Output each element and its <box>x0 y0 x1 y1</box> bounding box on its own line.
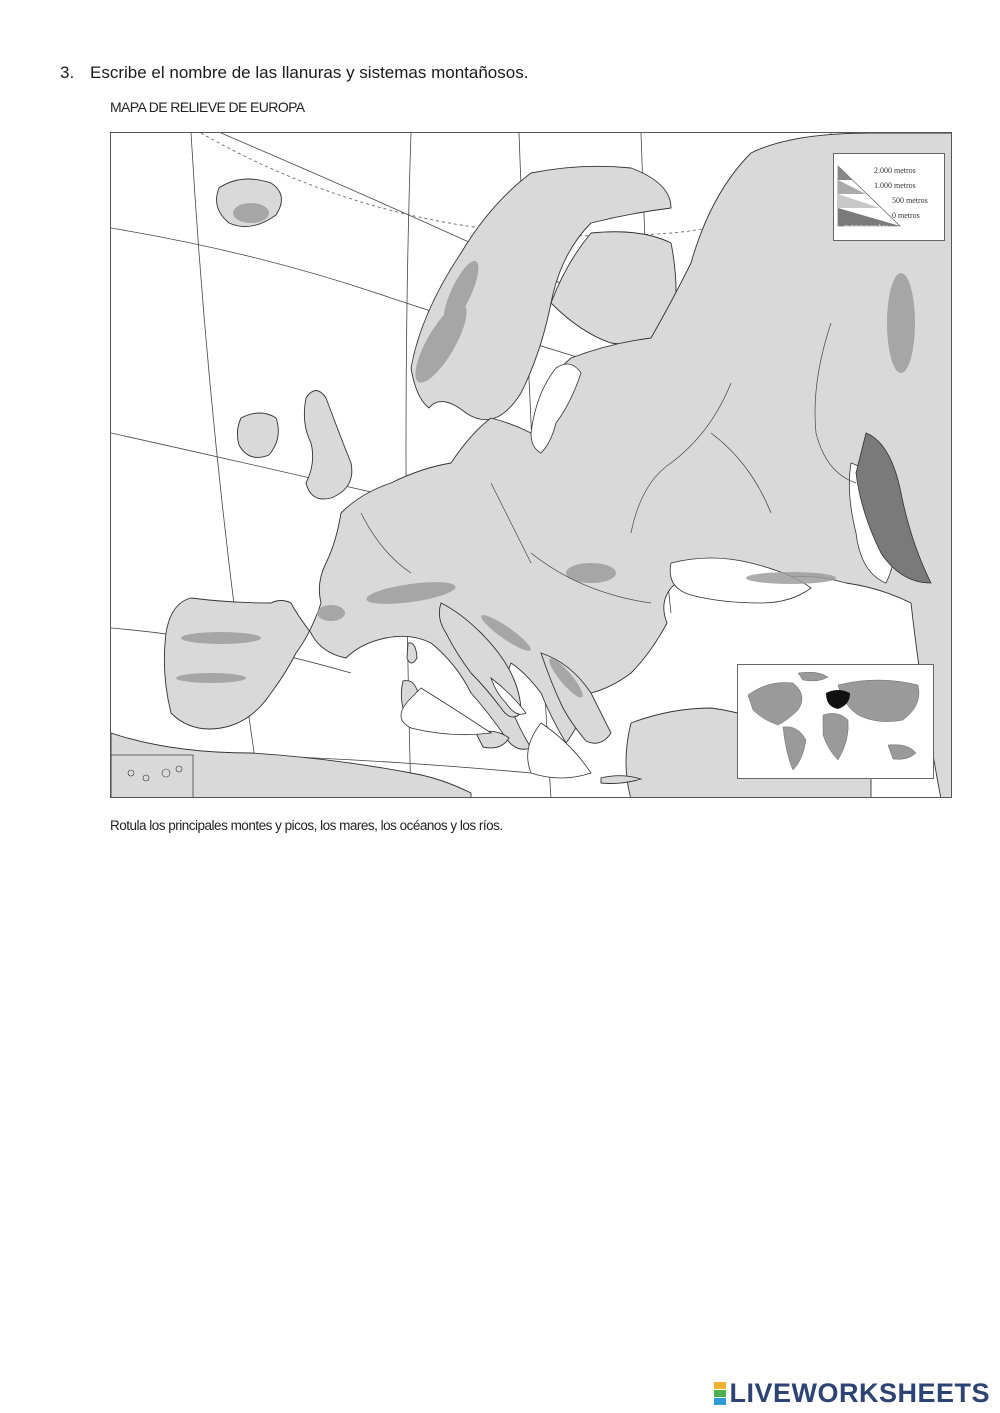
legend-level-500: 500 metros <box>892 196 928 205</box>
altitude-legend <box>833 153 945 241</box>
brand-icon <box>714 1382 726 1405</box>
brand-name: LIVEWORKSHEETS <box>729 1378 990 1408</box>
liveworksheets-logo <box>714 1378 990 1409</box>
world-locator-inset <box>737 664 934 779</box>
legend-level-2000: 2.000 metros <box>874 166 916 175</box>
europe-relief-map <box>110 132 952 798</box>
question-heading <box>60 63 528 83</box>
map-title: MAPA DE RELIEVE DE EUROPA <box>110 99 305 115</box>
question-text: Escribe el nombre de las llanuras y sistemas montañosos. <box>90 63 529 82</box>
question-number: 3. <box>60 63 75 82</box>
world-map <box>738 665 933 778</box>
legend-level-0: 0 metros <box>892 211 920 220</box>
map-caption: Rotula los principales montes y picos, los mares, los océanos y los ríos. <box>110 818 503 833</box>
legend-depression: DEPRESIÓN <box>844 224 889 233</box>
europe-highlight <box>826 690 850 709</box>
legend-level-1000: 1.000 metros <box>874 181 916 190</box>
